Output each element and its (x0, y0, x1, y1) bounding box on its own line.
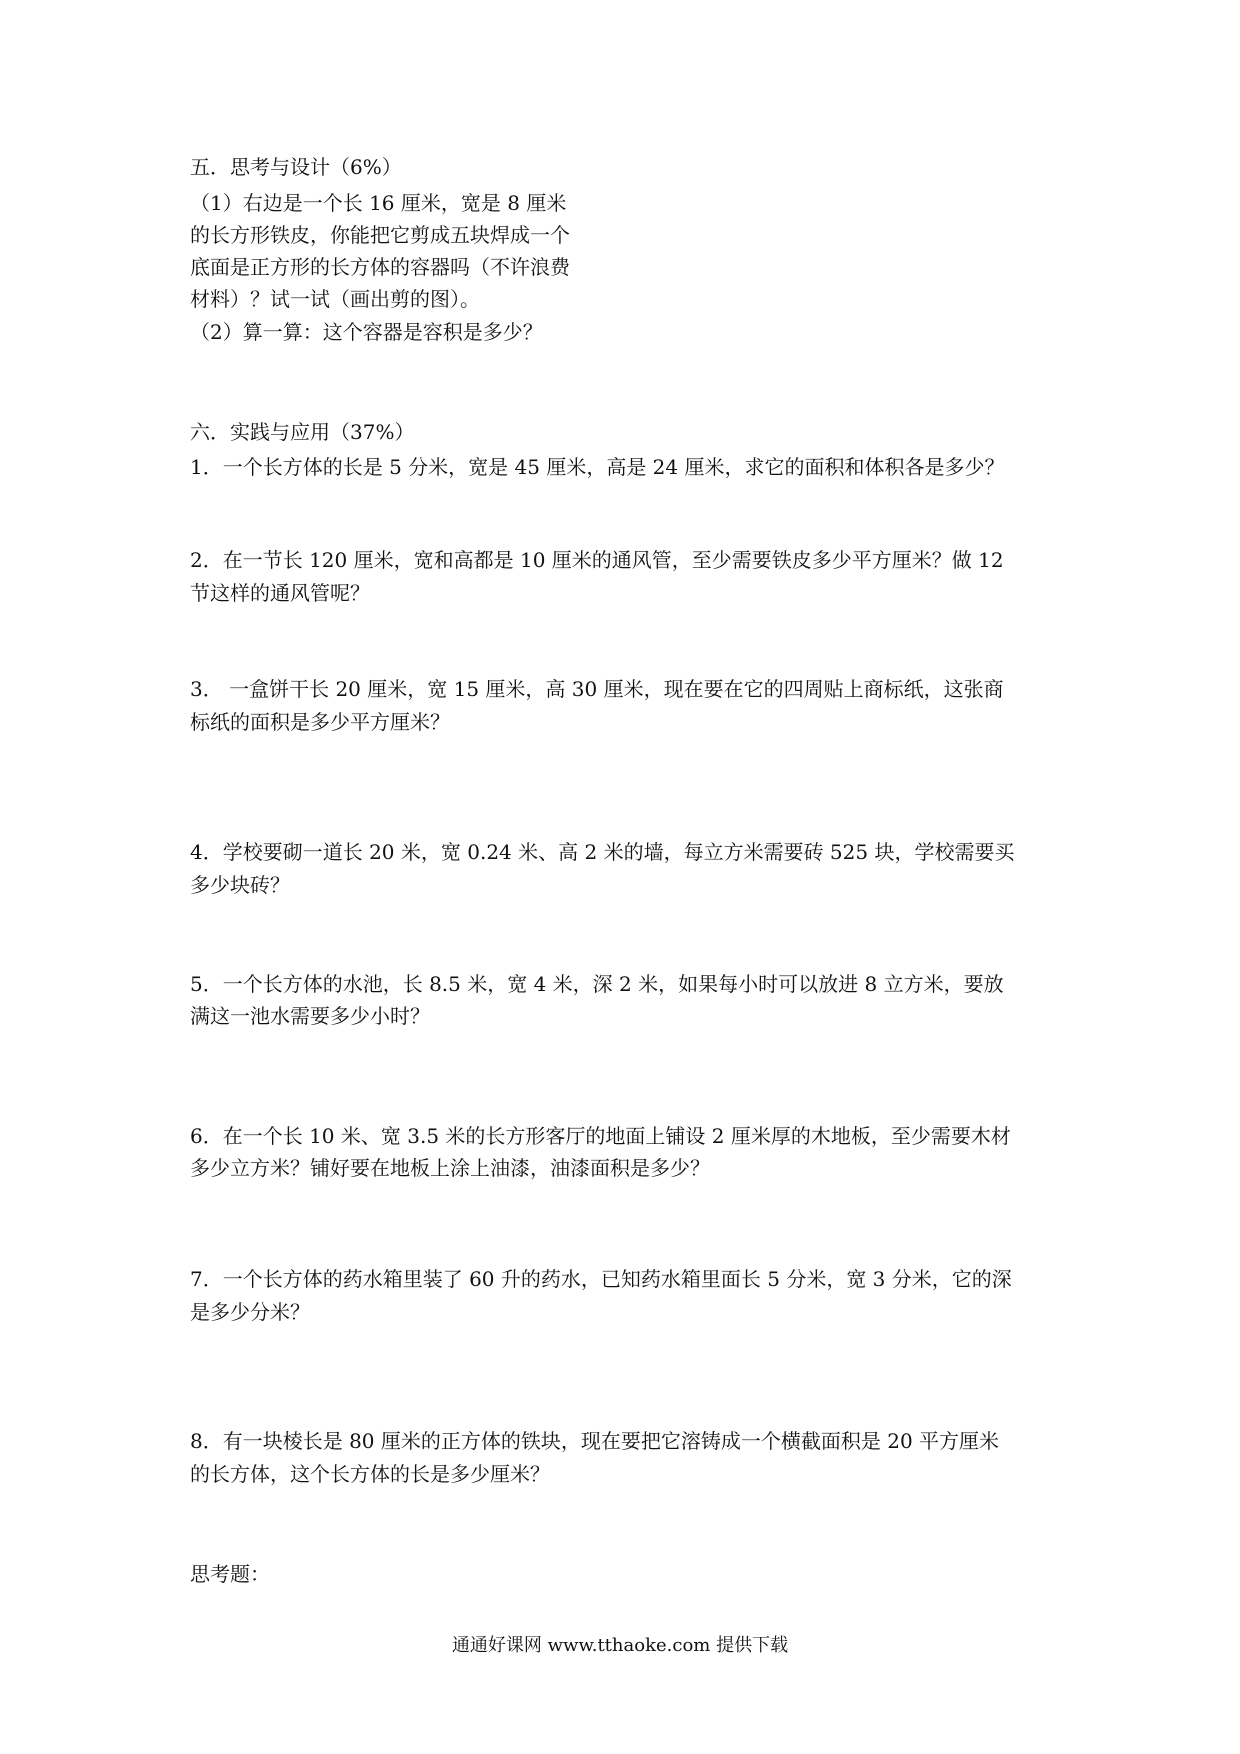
question-7-line: 是多少分米？ (190, 1300, 310, 1324)
question-7-line: 7．一个长方体的药水箱里装了 60 升的药水，已知药水箱里面长 5 分米，宽 3 分米，它的深 (190, 1267, 1012, 1291)
question-5-line: 满这一池水需要多少小时？ (190, 1004, 430, 1028)
question-5-line: 5．一个长方体的水池，长 8.5 米，宽 4 米，深 2 米，如果每小时可以放进 8 立方米，要放 (190, 972, 1004, 996)
question-6-line: 多少立方米？铺好要在地板上涂上油漆，油漆面积是多少？ (190, 1156, 710, 1180)
question-1-line: 1．一个长方体的长是 5 分米，宽是 45 厘米，高是 24 厘米，求它的面积和体积各是多少？ (190, 455, 1005, 479)
question-3-line: 3． 一盒饼干长 20 厘米，宽 15 厘米，高 30 厘米，现在要在它的四周贴上商标纸，这张商 (190, 677, 1004, 701)
section5-line: （1）右边是一个长 16 厘米，宽是 8 厘米 (190, 191, 567, 215)
question-6-line: 6．在一个长 10 米、宽 3.5 米的长方形客厅的地面上铺设 2 厘米厚的木地板，至少需要木材 (190, 1124, 1011, 1148)
section5-line: 的长方形铁皮，你能把它剪成五块焊成一个 (190, 223, 570, 247)
section5-line: （2）算一算：这个容器是容积是多少？ (190, 320, 543, 344)
question-3-line: 标纸的面积是多少平方厘米？ (190, 710, 450, 734)
question-2-line: 2．在一节长 120 厘米，宽和高都是 10 厘米的通风管，至少需要铁皮多少平方厘米？做 12 (190, 548, 1004, 572)
question-4-line: 4．学校要砌一道长 20 米，宽 0.24 米、高 2 米的墙，每立方米需要砖 525 块，学校需要买 (190, 840, 1015, 864)
question-8-line: 的长方体，这个长方体的长是多少厘米？ (190, 1462, 550, 1486)
section5-heading: 五．思考与设计（6%） (190, 155, 402, 179)
question-2-line: 节这样的通风管呢？ (190, 581, 370, 605)
question-4-line: 多少块砖？ (190, 873, 290, 897)
question-8-line: 8．有一块棱长是 80 厘米的正方体的铁块，现在要把它溶铸成一个横截面积是 20 平方厘米 (190, 1429, 1000, 1453)
section6-heading: 六．实践与应用（37%） (190, 420, 415, 444)
thinking-heading: 思考题： (190, 1562, 270, 1586)
section5-line: 材料）？试一试（画出剪的图）。 (190, 287, 480, 311)
footer-text: 通通好课网 www.tthaoke.com 提供下载 (451, 1635, 789, 1656)
section5-line: 底面是正方形的长方体的容器吗（不许浪费 (190, 255, 570, 279)
